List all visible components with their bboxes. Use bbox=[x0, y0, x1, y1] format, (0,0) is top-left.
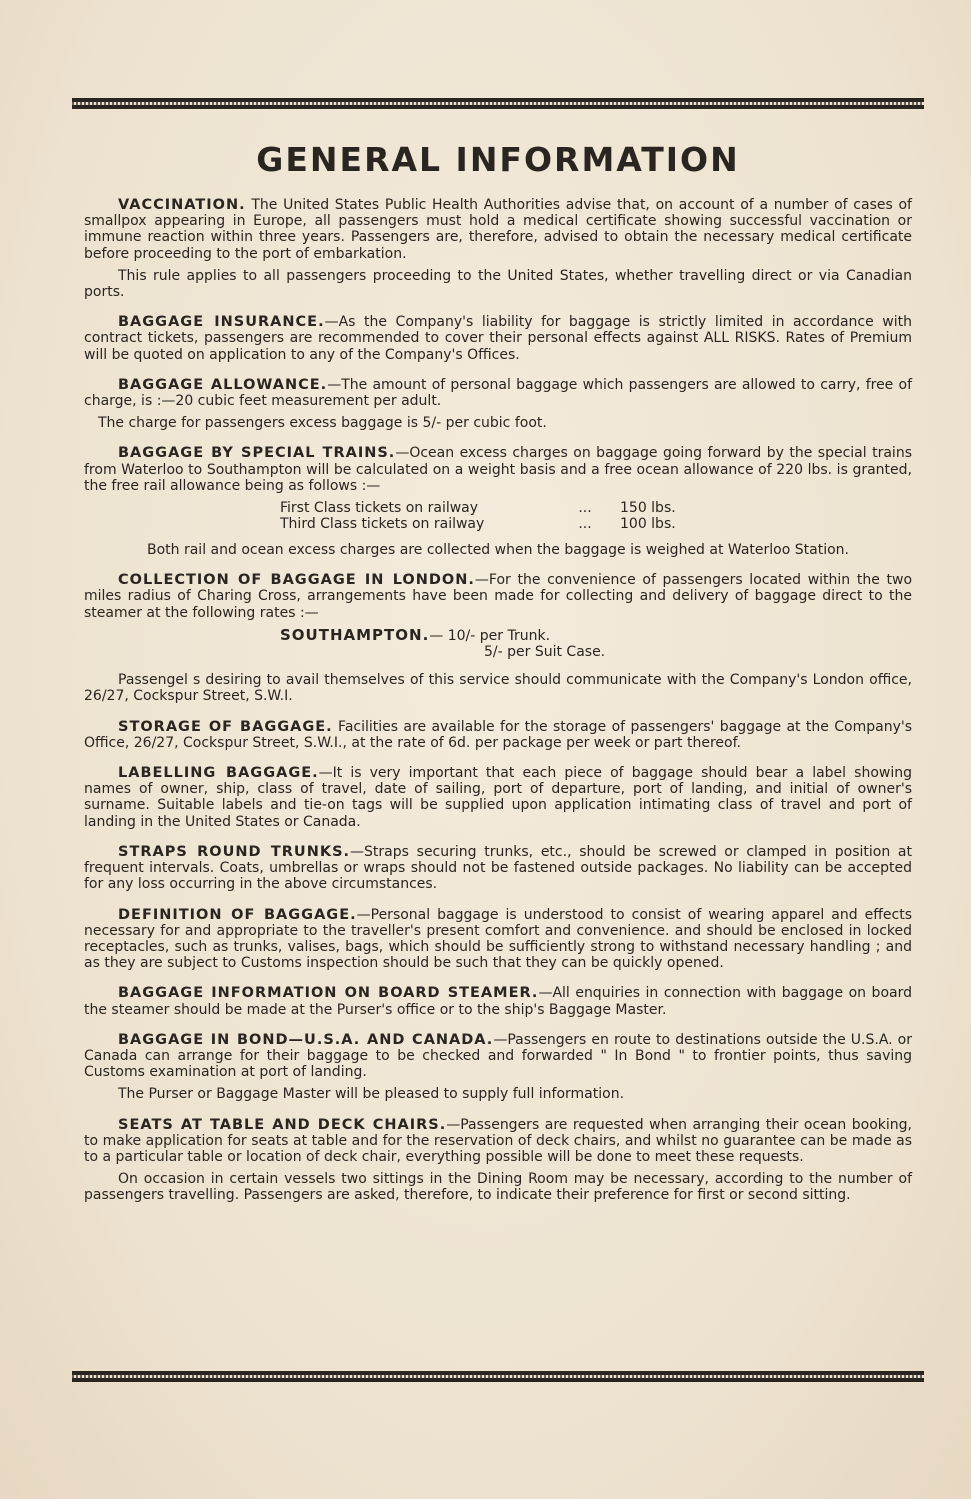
labelling-heading: LABELLING BAGGAGE. bbox=[118, 765, 319, 782]
definition-text: —Personal baggage is understood to consist of wearing apparel and effects necessary for and appropriate to the traveller's present comfort and convenience. and should be enclosed in locked receptacles, such as trunks, valises, bags, which should be sufficiently strong to withstand necessary handling ; and as they are subject to Customs inspection should be such that they can be quickly opened. bbox=[84, 906, 912, 972]
insurance-text: —As the Company's liability for baggage is strictly limited in accordance with contract tickets, passengers are recommended to cover their personal effects against ALL RISKS. Rates of Premium will be quoted on application to any of the Company's Offices. bbox=[84, 314, 913, 363]
bond-text: —Passengers en route to destinations outside the U.S.A. or Canada can arrange for their baggage to be checked and forwarded " In Bond " to frontier points, thus saving Customs examination at port of landing. bbox=[84, 1031, 913, 1081]
vaccination-rule: This rule applies to all passengers proceeding to the United States, whether travelling direct or via Canadian ports. bbox=[84, 267, 912, 301]
seats-section bbox=[84, 1117, 912, 1166]
seats-heading: SEATS AT TABLE AND DECK CHAIRS. bbox=[118, 1116, 447, 1133]
storage-heading: STORAGE OF BAGGAGE. bbox=[118, 718, 333, 735]
bond-note: The Purser or Baggage Master will be pleased to supply full information. bbox=[118, 1086, 625, 1103]
southampton-trunk-line bbox=[84, 627, 912, 644]
labelling-section bbox=[84, 765, 912, 830]
straps-section bbox=[84, 844, 912, 893]
special-trains-note: Both rail and ocean excess charges are collected when the baggage is weighed at Waterloo Station. bbox=[146, 542, 849, 559]
top-border-rule bbox=[72, 98, 924, 109]
page-title: GENERAL INFORMATION bbox=[256, 140, 740, 179]
allowance-heading: BAGGAGE ALLOWANCE. bbox=[118, 376, 328, 393]
table-row bbox=[280, 516, 700, 532]
seats-text: —Passengers are requested when arranging their ocean booking, to make application for seats at table and for the reservation of deck chairs, and whilst no guarantee can be made as to a particular table or location of deck chair, everything possible will be done to meet these requests. bbox=[84, 1116, 912, 1165]
rate-dots: ... bbox=[578, 500, 592, 517]
collection-heading: COLLECTION OF BAGGAGE IN LONDON. bbox=[118, 572, 475, 589]
straps-heading: STRAPS ROUND TRUNKS. bbox=[118, 843, 351, 860]
on-board-text: —All enquiries in connection with baggage on board the steamer should be made at the Purser's office or to the ship's Baggage Master. bbox=[84, 985, 912, 1018]
suitcase-rate: 5/- per Suit Case. bbox=[484, 644, 606, 661]
definition-heading: DEFINITION OF BAGGAGE. bbox=[118, 906, 357, 923]
seats-note: On occasion in certain vessels two sittings in the Dining Room may be necessary, according to the number of passengers travelling. Passengers are asked, therefore, to indicate their preference for first or second sitting. bbox=[84, 1171, 912, 1204]
special-trains-heading: BAGGAGE BY SPECIAL TRAINS. bbox=[118, 445, 396, 462]
special-trains-text: —Ocean excess charges on baggage going forward by the special trains from Waterloo to Southampton will be calculated on a weight basis and a free ocean allowance of 220 lbs. is granted, the free rail allowance being as follows :— bbox=[84, 445, 912, 494]
on-board-heading: BAGGAGE INFORMATION ON BOARD STEAMER. bbox=[118, 985, 539, 1002]
trunk-rate: — 10/- per Trunk. bbox=[429, 627, 551, 644]
table-row bbox=[280, 500, 700, 516]
insurance-heading: BAGGAGE INSURANCE. bbox=[118, 314, 325, 331]
southampton-rates bbox=[84, 627, 912, 660]
collection-text: —For the convenience of passengers located within the two miles radius of Charing Cross, arrangements have been made for collecting and delivery of baggage direct to the steamer at the following rates :— bbox=[84, 572, 913, 621]
bottom-border-rule bbox=[72, 1371, 924, 1382]
straps-text: —Straps securing trunks, etc., should be screwed or clamped in position at frequent intervals. Coats, umbrellas or wraps should not be fastened outside packages. No liability can be accepted for any loss occurring in the above circumstances. bbox=[84, 843, 912, 893]
allowance-charge: The charge for passengers excess baggage is 5/- per cubic foot. bbox=[98, 415, 547, 432]
insurance-section bbox=[84, 314, 912, 363]
bond-heading: BAGGAGE IN BOND—U.S.A. AND CANADA. bbox=[118, 1031, 494, 1048]
storage-section bbox=[84, 719, 912, 751]
rate-value: 150 lbs. bbox=[620, 500, 676, 517]
special-trains-section bbox=[84, 445, 912, 494]
vaccination-text: The United States Public Health Authorities advise that, on account of a number of cases of smallpox appearing in Europe, all passengers must hold a medical certificate showing successful vaccination or immune reaction within three years. Passengers are, therefore, advised to obtain the necessary medical certificate before proceeding to the port of embarkation. bbox=[84, 197, 912, 262]
rate-dots: ... bbox=[578, 516, 592, 533]
rail-allowance-table bbox=[280, 500, 700, 532]
storage-text: Facilities are available for the storage of passengers' baggage at the Company's Office, 26/27, Cockspur Street, S.W.I., at the rate of 6d. per package per week or part thereof. bbox=[84, 718, 913, 751]
on-board-section bbox=[84, 985, 912, 1017]
rate-value: 100 lbs. bbox=[620, 516, 676, 533]
allowance-section bbox=[84, 377, 912, 409]
document-body bbox=[84, 140, 912, 1218]
collection-section bbox=[84, 572, 912, 621]
southampton-label: SOUTHAMPTON. bbox=[280, 625, 430, 644]
labelling-text: —It is very important that each piece of baggage should bear a label showing names of owner, ship, class of travel, date of sailing, port of departure, port of landing, and initial of owner's surname. Suitable labels and tie-on tags will be supplied upon application intimating class of travel and port of landing in the United States or Canada. bbox=[84, 765, 912, 830]
vaccination-section bbox=[84, 197, 912, 262]
allowance-text: —The amount of personal baggage which passengers are allowed to carry, free of charge, is :—20 cubic feet measurement per adult. bbox=[84, 376, 913, 410]
definition-section bbox=[84, 907, 912, 972]
bond-section bbox=[84, 1032, 912, 1081]
vaccination-heading: VACCINATION. bbox=[118, 197, 246, 213]
rate-label: First Class tickets on railway bbox=[280, 500, 479, 517]
collection-note: Passengel s desiring to avail themselves of this service should communicate with the Company's London office, 26/27, Cockspur Street, S.W.I. bbox=[84, 672, 912, 705]
rate-label: Third Class tickets on railway bbox=[280, 516, 485, 533]
